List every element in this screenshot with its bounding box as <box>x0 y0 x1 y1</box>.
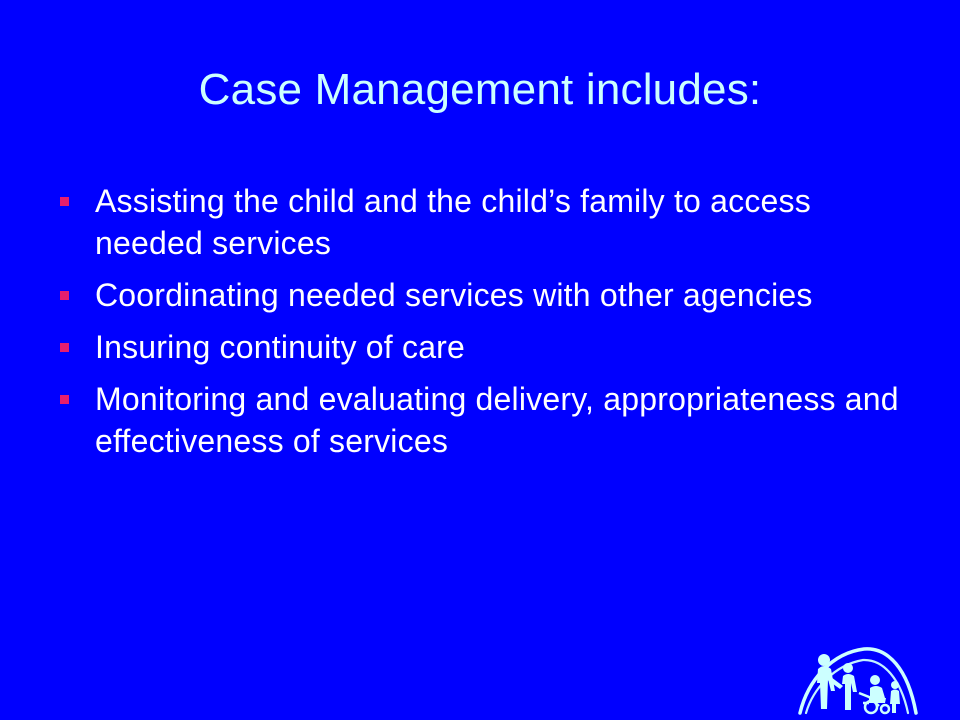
bullet-square-icon <box>60 343 69 352</box>
bullet-square-icon <box>60 395 69 404</box>
bullet-square-icon <box>60 197 69 206</box>
bullet-item <box>60 326 910 368</box>
bullet-item <box>60 378 910 462</box>
bullet-text: Coordinating needed services with other agencies <box>95 277 813 313</box>
bullet-list <box>60 180 910 472</box>
bullet-text: Insuring continuity of care <box>95 329 466 365</box>
bullet-text: Monitoring and evaluating delivery, appropriateness and effectiveness of services <box>95 381 899 459</box>
family-support-logo-icon <box>796 635 920 715</box>
slide-title: Case Management includes: <box>198 65 762 114</box>
bullet-item <box>60 274 910 316</box>
bullet-square-icon <box>60 291 69 300</box>
bullet-text: Assisting the child and the child’s family to access needed services <box>95 183 811 261</box>
bullet-item <box>60 180 910 264</box>
